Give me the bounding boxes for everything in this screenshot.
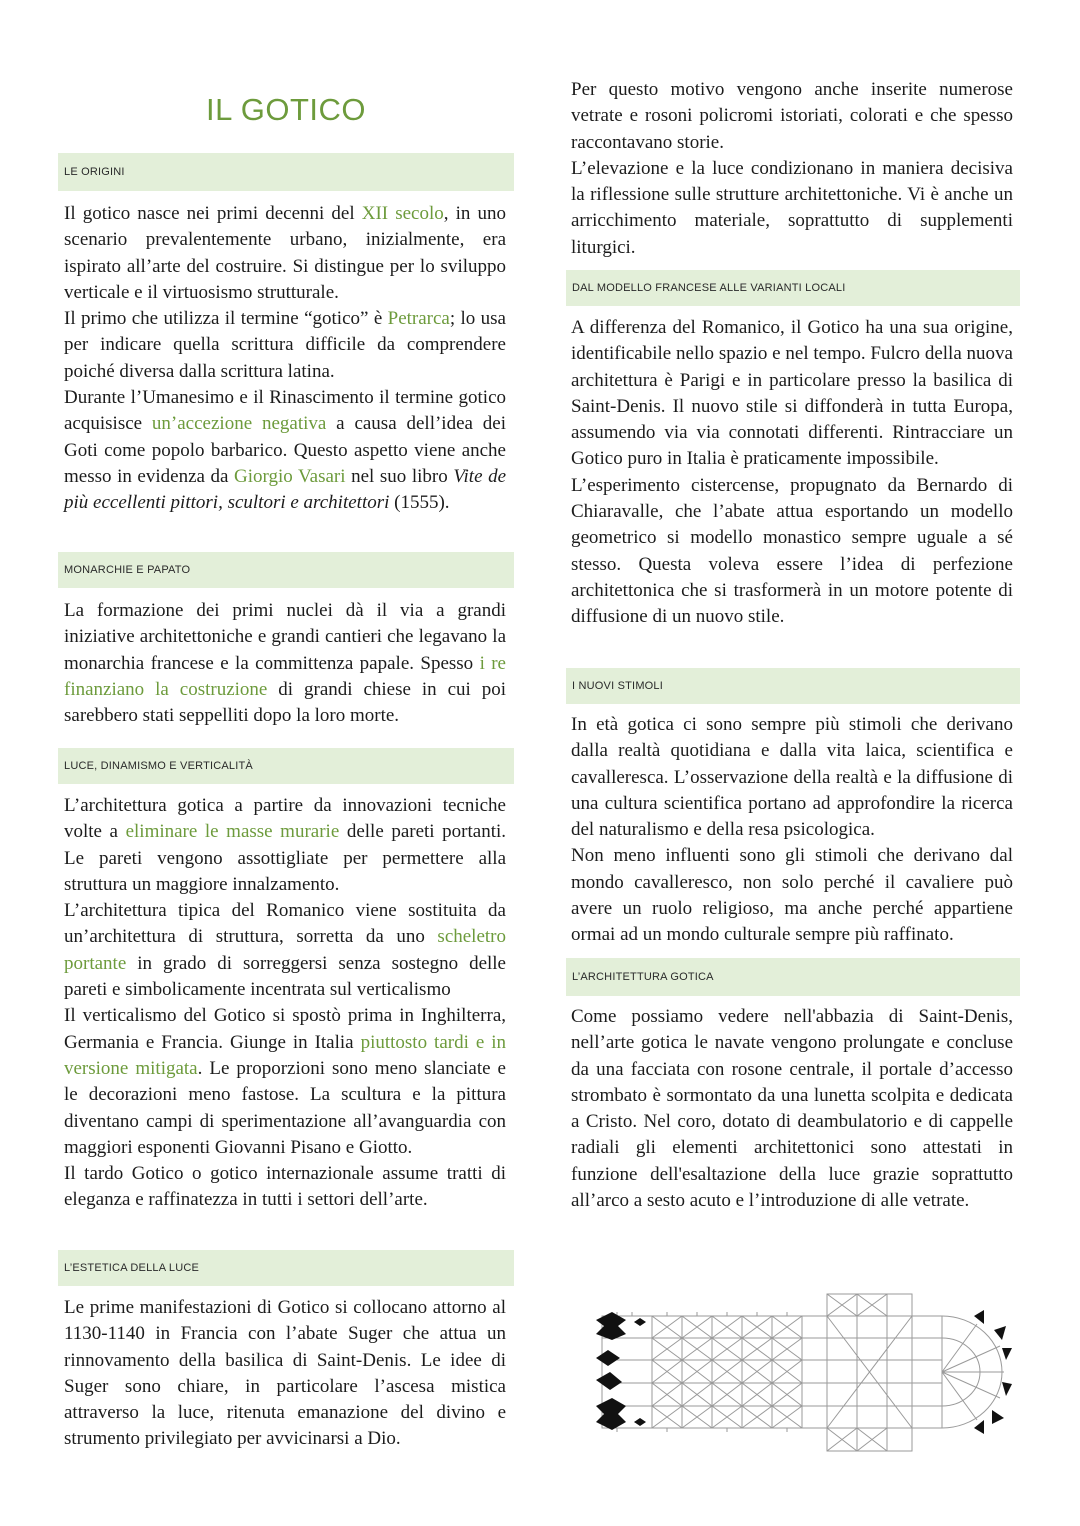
modello-text: A differenza del Romanico, il Gotico ha una sua origine, identificabile nello spazio e nel tempo. Fulcro della nuova architettura è Parigi e in particolare presso la basilica di Saint-Denis. Il nuovo stile si diffonderà in tutta Europa, assumendo via via connotati differenti. Rintracciare un Gotico puro in Italia è praticamente impossibile. L’esperimento cistercense, propugnato da Bernardo di Chiaravalle, che l’abate attua esportando un modello geometrico si modello monastico sempre uguale a sé stesso. Questa voleva essere l’idea di perfezione architettonica che si trasformerà in un motore potente di diffusione di un nuovo stile. [571,317,1013,628]
link-masse-murarie: eliminare le masse murarie [125,821,340,843]
section-heading-luce: LUCE, DINAMISMO E VERTICALITÀ [58,748,514,784]
link-scheletro-portante: scheletro portante [64,926,506,974]
stimoli-text: In età gotica ci sono sempre più stimoli che derivano dalla realtà quotidiana e dalla vita laica, scientifica e cavalleresca. L’osservazione della realtà e la diffusione di una cultura scientifica portano ad approfondire la ricerca del naturalismo e della resa psicologica. Non meno influenti sono gli stimoli che derivano dal mondo cavalleresco, non solo perché il cavaliere può avere un ruolo religioso, ma anche perché appartiene ormai ad un mondo culturale sempre più raffinato. [571,714,1013,946]
section-heading-modello: DAL MODELLO FRANCESE ALLE VARIANTI LOCALI [566,270,1020,306]
section-heading-architettura: L’ARCHITETTURA GOTICA [566,958,1020,996]
link-petrarca: Petrarca [387,308,450,330]
floor-plan-image [582,1286,1012,1458]
page-title: IL GOTICO [205,92,367,127]
monarchie-text: La formazione dei primi nuclei dà il via a grandi iniziative architettoniche e grandi cantieri che legavano la monarchia francese e la committenza papale. Spesso i re finanziano la costruzione di grandi chiese in cui poi sarebbero stati seppelliti dopo la loro morte. [64,600,506,727]
estetica-text: Le prime manifestazioni di Gotico si collocano attorno al 1130-1140 in Francia con l’abate Suger che attua un rinnovamento della basilica di Saint-Denis. Le idee di Suger sono chiare, in particolare l’ascesa mistica attraverso la luce, ritenuta emanazione del divino e strumento privilegiato per avvicinarsi a Dio. [64,1297,506,1450]
link-re-finanziano: i re finanziano la costruzione [64,652,506,700]
book-title: Vite de più eccellenti pittori, scultori e architettori [64,465,507,514]
link-giorgio-vasari: Giorgio Vasari [234,465,346,487]
origini-text: Il gotico nasce nei primi decenni del XII secolo, in uno scenario prevalentemente urbano, inizialmente, era ispirato all’arte del costruire. Si distingue per lo sviluppo verticale e il virtuosismo strutturale. Il primo che utilizza il termine “gotico” è Petrarca; lo usa per indicare quella scrittura difficile da comprendere poiché diversa dalla scrittura latina. Durante l’Umanesimo e il Rinascimento il termine gotico acquisisce un’accezione negativa a causa dell’idea dei Goti come popolo barbarico. Questo aspetto viene anche messo in evidenza da Giorgio Vasari nel suo libro Vite de più eccellenti pittori, scultori e architettori (1555). [64,203,507,514]
estetica-continued-text: Per questo motivo vengono anche inserite numerose vetrate e rosoni policromi istoriati, colorati e che spesso raccontavano storie. L’elevazione e la luce condizionano in maniera decisiva la riflessione sulle strutture architettoniche. Vi è anche un arricchimento materiale, soprattutto di supplementi liturgici. [571,79,1013,258]
architettura-text: Come possiamo vedere nell'abbazia di Saint-Denis, nell’arte gotica le navate vengono prolungate e concluse da una facciata con rosone centrale, il portale d’accesso strombato è sormontato da una lunetta scolpita e dedicata a Cristo. Nel coro, dotato di deambulatorio e di cappelle radiali gli elementi architettonici sono attestati in funzione dell'esaltazione della luce grazie soprattutto all’arco a sesto acuto e l’introduzione di alle vetrate. [571,1006,1013,1212]
section-heading-origini: LE ORIGINI [58,153,514,191]
luce-text: L’architettura gotica a partire da innovazioni tecniche volte a eliminare le masse murarie delle pareti portanti. Le pareti vengono assottigliate per permettere alla struttura un maggiore innalzamento. L’architettura tipica del Romanico viene sostituita da un’architettura di struttura, sorretta da uno scheletro portante in grado di sorreggersi senza sostegno delle pareti e simbolicamente incentrata sul verticalismo Il verticalismo del Gotico si spostò prima in Inghilterra, Germania e Francia. Giunge in Italia piuttosto tardi e in versione mitigata. Le proporzioni sono meno slanciate e le decorazioni meno fastose. La scultura e la pittura diventano campi di sperimentazione all’avanguardia con maggiori esponenti Giovanni Pisano e Giotto. Il tardo Gotico o gotico internazionale assume tratti di eleganza e raffinatezza in tutti i settori dell’arte. [64,795,506,1211]
section-heading-stimoli: I NUOVI STIMOLI [566,668,1020,704]
section-heading-estetica: L’ESTETICA DELLA LUCE [58,1250,514,1286]
link-accezione-negativa: un’accezione negativa [151,413,327,435]
link-xii-secolo: XII secolo [361,203,444,224]
section-heading-monarchie: MONARCHIE E PAPATO [58,552,514,588]
link-versione-mitigata: piuttosto tardi e in versione mitigata [64,1031,506,1079]
